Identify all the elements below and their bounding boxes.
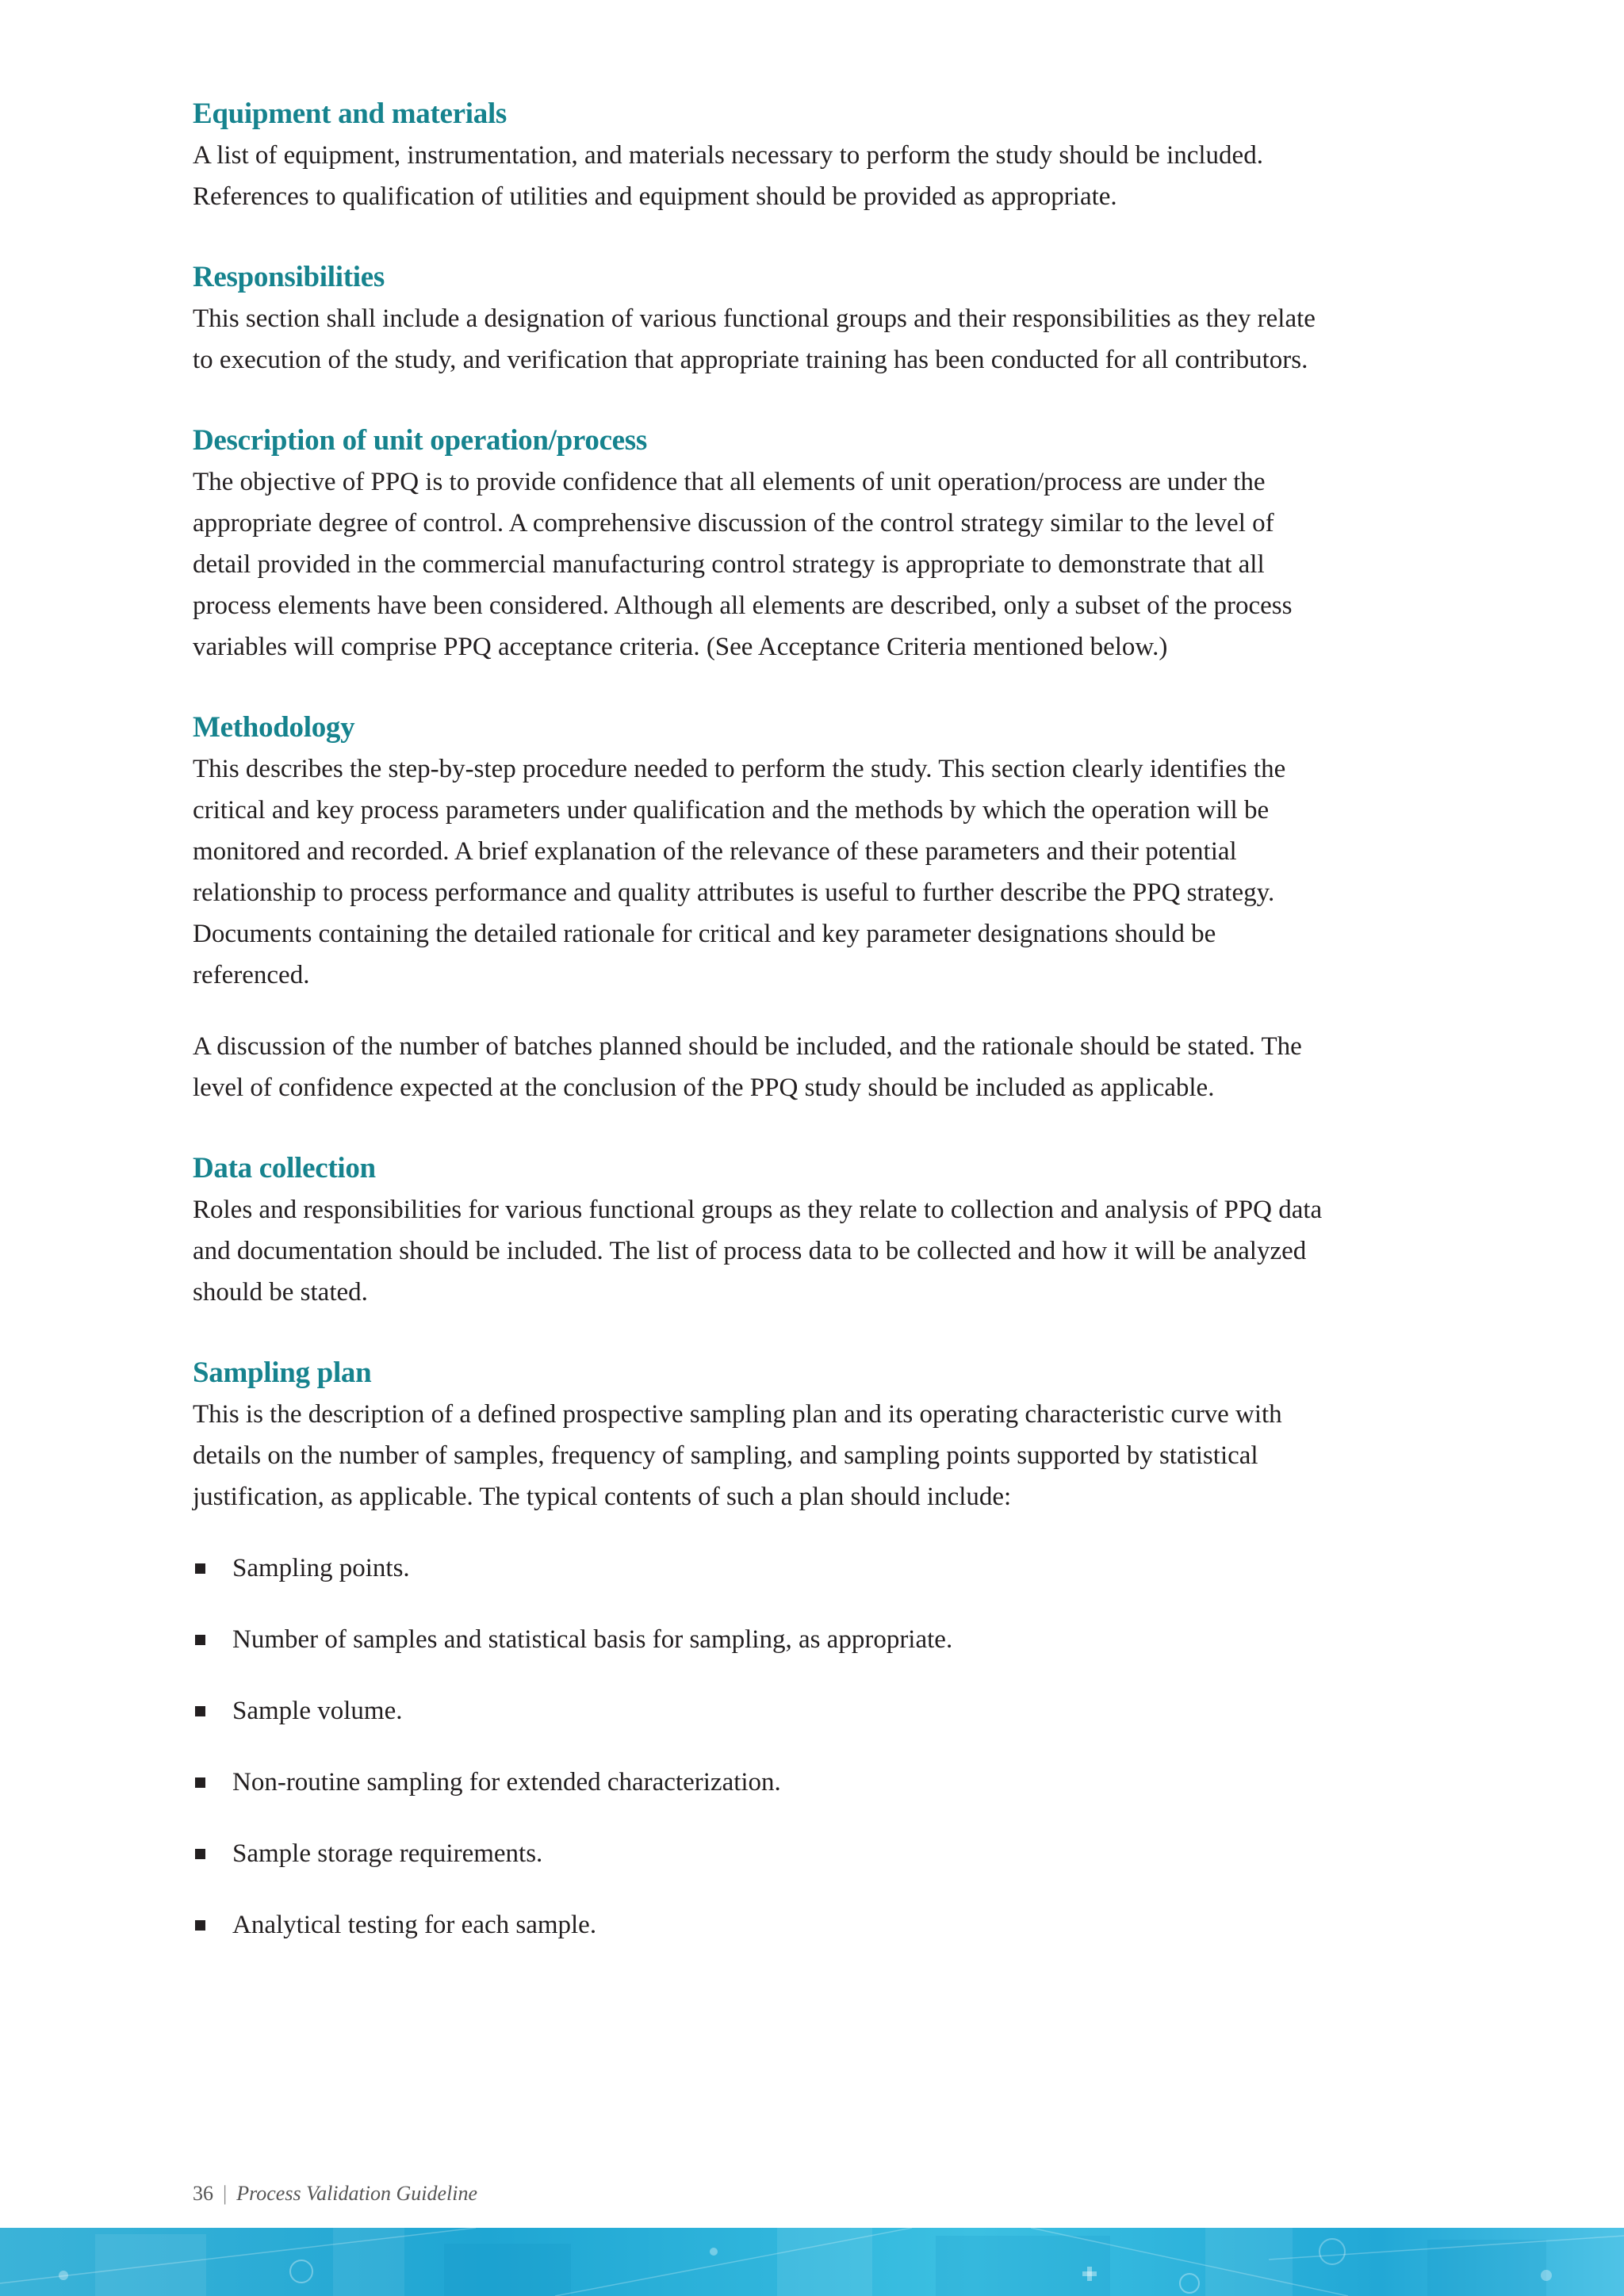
section-heading: Description of unit operation/process	[193, 424, 648, 457]
section-sampling-plan	[193, 1353, 1327, 1946]
list-item-text: Analytical testing for each sample.	[232, 1911, 597, 1939]
section-paragraph: A list of equipment, instrumentation, and materials necessary to perform the study should be included. References to qualification of utilities and equipment should be provided as appropriate.	[193, 141, 1263, 211]
section-paragraph: This section shall include a designation of various functional groups and their responsibilities as they relate to execution of the study, and verification that appropriate training has been conducted for all contributors.	[193, 304, 1316, 374]
section-paragraph: The objective of PPQ is to provide confidence that all elements of unit operation/process are under the appropriate degree of control. A comprehensive discussion of the control strategy similar to the level of detail provided in the commercial manufacturing control strategy is appropriate to demonstrate that all process elements have been considered. Although all elements are described, only a subset of the process variables will comprise PPQ acceptance criteria. (See Acceptance Criteria mentioned below.)	[193, 468, 1293, 661]
section-paragraph: This is the description of a defined prospective sampling plan and its operating characteristic curve with details on the number of samples, frequency of sampling, and sampling points supported by statistical justification, as applicable. The typical contents of such a plan should include:	[193, 1400, 1282, 1511]
section-heading: Data collection	[193, 1152, 376, 1184]
square-bullet-icon	[195, 1563, 205, 1574]
section-paragraph: A discussion of the number of batches planned should be included, and the rationale should be stated. The level of confidence expected at the conclusion of the PPQ study should be included as applicable.	[193, 1032, 1302, 1102]
list-item-text: Sample volume.	[232, 1697, 403, 1725]
list-item	[193, 1548, 1327, 1589]
list-item	[193, 1833, 1327, 1874]
section-heading: Sampling plan	[193, 1357, 372, 1389]
section-paragraph: Roles and responsibilities for various functional groups as they relate to collection and analysis of PPQ data and documentation should be included. The list of process data to be collected and how it will be analyzed should be stated.	[193, 1196, 1323, 1307]
list-item-text: Sampling points.	[232, 1554, 410, 1582]
page-content	[193, 94, 1327, 1985]
list-item-text: Non-routine sampling for extended characterization.	[232, 1768, 781, 1797]
section-equipment-materials	[193, 94, 1327, 217]
list-item	[193, 1762, 1327, 1803]
square-bullet-icon	[195, 1777, 205, 1788]
footer-separator: |	[223, 2182, 228, 2205]
section-heading: Equipment and materials	[193, 98, 508, 130]
section-responsibilities	[193, 257, 1327, 381]
section-unit-operation-process	[193, 420, 1327, 668]
list-item	[193, 1690, 1327, 1732]
page-number: 36	[193, 2182, 213, 2205]
band-pattern	[0, 2228, 1624, 2296]
square-bullet-icon	[195, 1920, 205, 1931]
list-item	[193, 1619, 1327, 1660]
list-item	[193, 1904, 1327, 1946]
section-heading: Methodology	[193, 711, 355, 744]
sampling-plan-list	[193, 1548, 1327, 1946]
square-bullet-icon	[195, 1706, 205, 1716]
square-bullet-icon	[195, 1635, 205, 1645]
square-bullet-icon	[195, 1849, 205, 1859]
section-paragraph: This describes the step-by-step procedure needed to perform the study. This section clearly identifies the critical and key process parameters under qualification and the methods by which the operation will be monitored and recorded. A brief explanation of the relevance of these parameters and their potential relationship to process performance and quality attributes is useful to further describe the PPQ strategy. Documents containing the detailed rationale for critical and key parameter designations should be referenced.	[193, 755, 1286, 989]
section-methodology	[193, 707, 1327, 1108]
list-item-text: Sample storage requirements.	[232, 1839, 543, 1868]
document-title: Process Validation Guideline	[236, 2182, 477, 2205]
section-data-collection	[193, 1148, 1327, 1313]
section-heading: Responsibilities	[193, 261, 385, 293]
page-footer	[193, 2182, 477, 2206]
decorative-footer-band	[0, 2228, 1624, 2296]
list-item-text: Number of samples and statistical basis for sampling, as appropriate.	[232, 1625, 953, 1654]
